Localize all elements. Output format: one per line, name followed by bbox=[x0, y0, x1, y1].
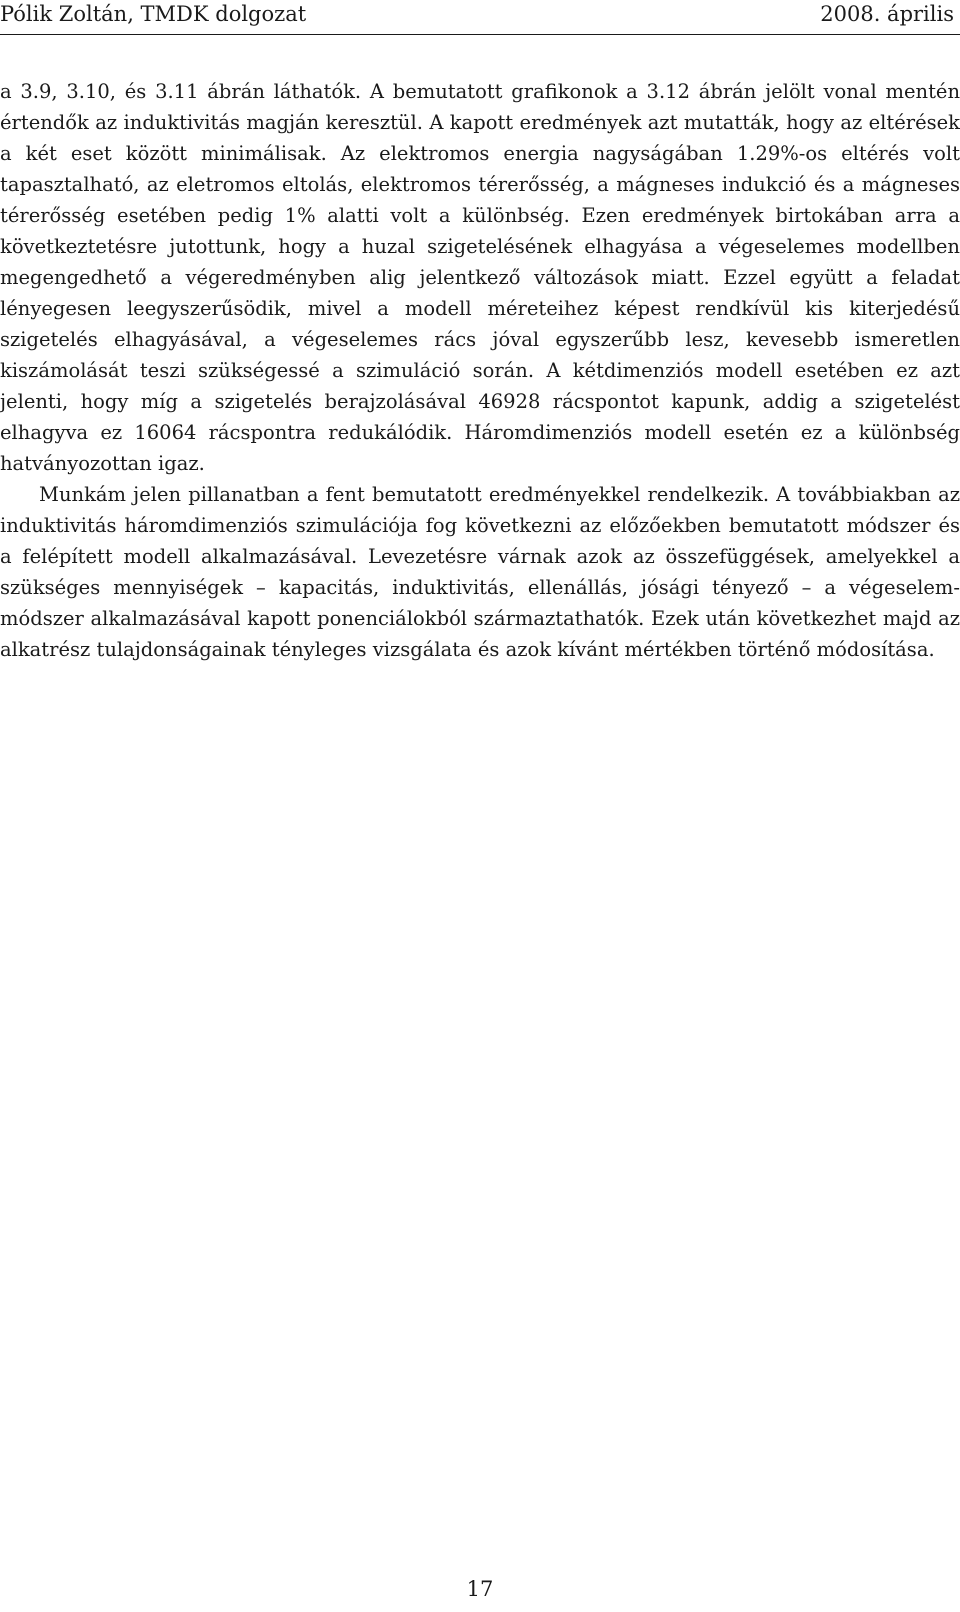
body-text bbox=[0, 76, 960, 665]
header-rule bbox=[0, 34, 960, 35]
header-author-title: Pólik Zoltán, TMDK dolgozat bbox=[0, 2, 307, 26]
running-header bbox=[0, 0, 960, 30]
header-date: 2008. április bbox=[820, 2, 954, 26]
paragraph-future-work: Munkám jelen pillanatban a fent bemutatott eredményekkel rendelkezik. A továbbiakban az induktivitás háromdimenziós szimulációja fog következni az előzőekben bemutatott módszer és a felépített modell alkalmazásával. Levezetésre várnak azok az összefüggések, amelyekkel a szükséges mennyiségek – kapacitás, induktivitás, ellenállás, jósági tényező – a végeselem-módszer alkalmazásával kapott ponenciálokból származtathatók. Ezek után következhet majd az alkatrész tulajdonságainak tényleges vizsgálata és azok kívánt mértékben történő módosítása. bbox=[0, 483, 960, 661]
paragraph-results: a 3.9, 3.10, és 3.11 ábrán láthatók. A bemutatott grafikonok a 3.12 ábrán jelölt vonal mentén értendők az induktivitás magján keresztül. A kapott eredmények azt mutatták, hogy az eltérések a két eset között minimálisak. Az elektromos energia nagyságában 1.29%-os eltérés volt tapasztalható, az eletromos eltolás, elektromos térerősség, a mágneses indukció és a mágneses térerősség esetében pedig 1% alatti volt a különbség. Ezen eredmények birtokában arra a következtetésre jutottunk, hogy a huzal szigetelésének elhagyása a végeselemes modellben megengedhető a végeredményben alig jelentkező változások miatt. Ezzel együtt a feladat lényegesen leegyszerűsödik, mivel a modell méreteihez képest rendkívül kis kiterjedésű szigetelés elhagyásával, a végeselemes rács jóval egyszerűbb lesz, kevesebb ismeretlen kiszámolását teszi szükségessé a szimuláció során. A kétdimenziós modell esetében ez azt jelenti, hogy míg a szigetelés berajzolásával 46928 rácspontot kapunk, addig a szigetelést elhagyva ez 16064 rácspontra redukálódik. Háromdimenziós modell esetén ez a különbség hatványozottan igaz. bbox=[0, 80, 960, 475]
page-number: 17 bbox=[466, 1577, 494, 1601]
